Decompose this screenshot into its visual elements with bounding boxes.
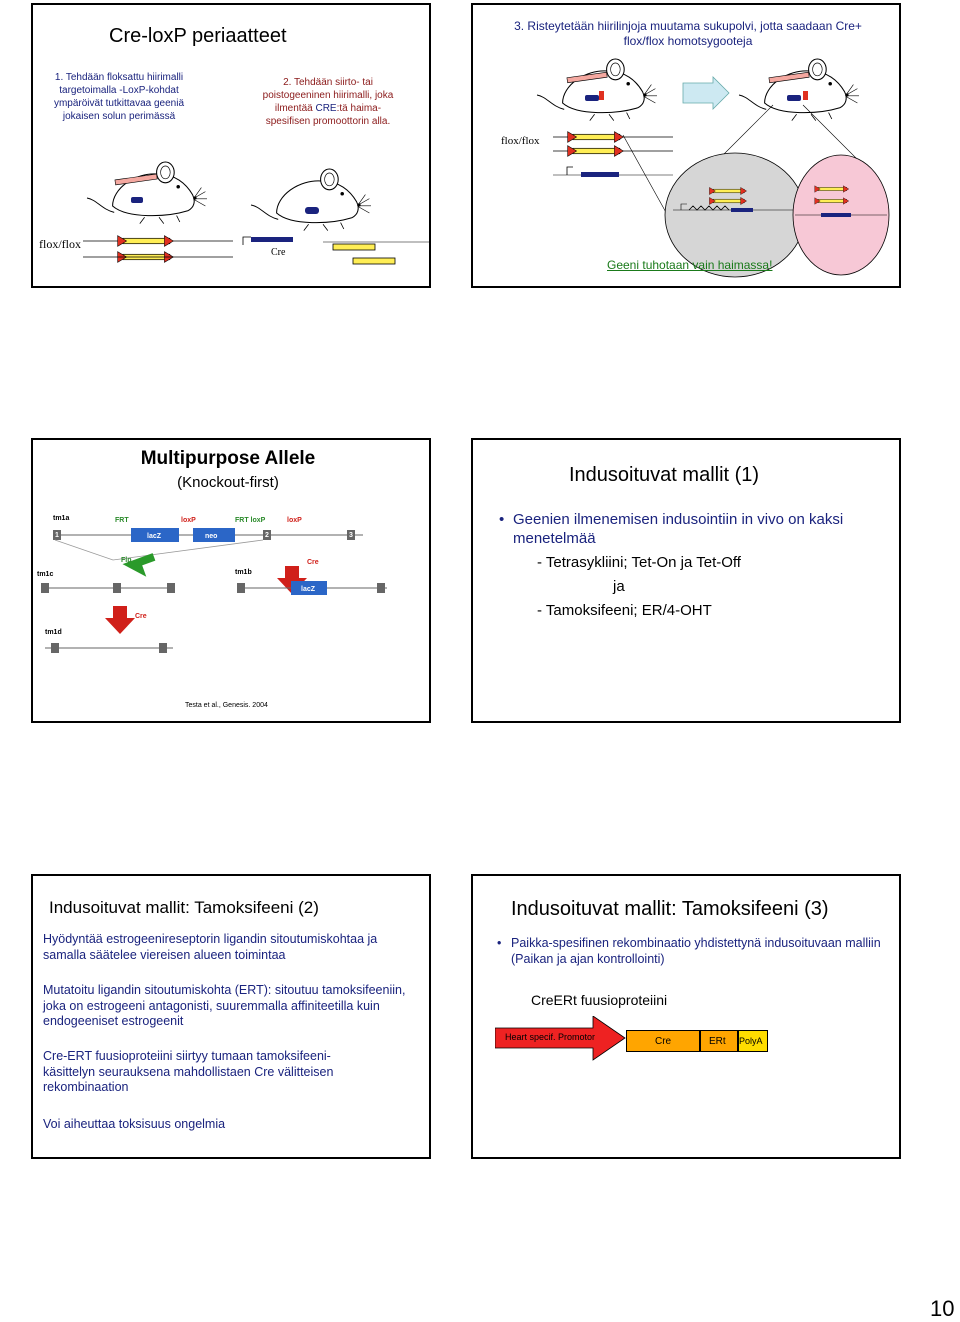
flp-label: Flp [121, 557, 132, 564]
polya-segment [738, 1030, 768, 1052]
bullet-site-specific: • Paikka-spesifinen rekombinaatio yhdistettynä indusoituvaan malliin (Paikan ja ajan kontrollointi) [511, 936, 891, 967]
exon-3-label: 3 [349, 532, 353, 539]
cre-segment-label: Cre [655, 1036, 672, 1047]
cre-label-2: Cre [135, 613, 147, 620]
offspring-mouse-icon [739, 59, 859, 121]
slide-title: Indusoituvat mallit: Tamoksifeeni (2) [49, 898, 319, 917]
bullet-4: • Voi aiheuttaa toksisuus ongelmia [43, 1117, 413, 1133]
step-2-cre: CRE [315, 103, 337, 114]
allele-diagram [33, 440, 431, 723]
slide-title: 3. Risteytetään hiirilinjoja muutama sukupolvi, jotta saadaan Cre+ flox/flox homotsygooteja [514, 19, 862, 48]
tm1c-label: tm1c [37, 571, 54, 578]
pancreas-only-caption: Geeni tuhotaan vain haimassa! [607, 258, 773, 272]
frt-label: FRT [115, 517, 129, 524]
genotype-label-floxflox: flox/flox [501, 135, 540, 147]
slide-tamoxifen-2 [31, 874, 431, 1159]
tm1d-label: tm1d [45, 629, 62, 636]
bullet-2: • Mutatoitu ligandin sitoutumiskohta (ERT): sitoutuu tamoksifeeniin, joka on estrogeeni antagonisti, suuremmalla affiniteetilla kuin endogeeniset estrogeenit [43, 983, 413, 1030]
parent-mouse-icon [537, 59, 657, 121]
slide-inducible-models-1 [471, 438, 901, 723]
tm1b-label: tm1b [235, 569, 252, 576]
slide-1-diagram [33, 5, 431, 288]
page-number: 10 [930, 1296, 955, 1321]
ert-segment-label: ERt [709, 1036, 726, 1047]
sub-item-tamoxifen: - Tamoksifeeni; ER/4-OHT [537, 602, 712, 619]
tm1a-label: tm1a [53, 515, 70, 522]
sub-item-tetracycline: - Tetrasykliini; Tet-On ja Tet-Off [537, 554, 741, 571]
slide-title: Indusoituvat mallit: Tamoksifeeni (3) [511, 898, 829, 920]
bullet-3: • Cre-ERT fuusioproteiini siirtyy tumaan tamoksifeeni-käsittelyn seurauksena mahdollistaen Cre välitteisen rekombinaation [43, 1049, 373, 1096]
neo-label: neo [205, 533, 218, 540]
slide-crossing [471, 3, 901, 288]
cre-mouse-icon [251, 169, 371, 231]
construct-diagram [495, 1016, 775, 1062]
slide-cre-loxp-principles [31, 3, 431, 288]
genotype-label-floxflox: flox/flox [39, 237, 81, 251]
slide-tamoxifen-3 [471, 874, 901, 1159]
floxed-mouse-icon [87, 162, 207, 224]
lacz-label-2: lacZ [301, 586, 316, 593]
loxp-label: loxP [181, 517, 196, 524]
step-2-text-b: :tä haima-spesifisen promoottorin alla. [265, 103, 391, 127]
slide-multipurpose-allele [31, 438, 431, 723]
cre-segment [626, 1030, 700, 1052]
slide-title: Multipurpose Allele [140, 448, 316, 469]
promoter-label: Heart specif. Promotor [505, 1032, 596, 1042]
bullet-induction-methods: • Geenien ilmenemisen indusointiin in vivo on kaksi menetelmää [513, 510, 883, 548]
genotype-label-cre: Cre [271, 247, 286, 258]
lacz-label: lacZ [147, 533, 162, 540]
loxp-label-2: loxP [287, 517, 302, 524]
exon-2-label: 2 [265, 532, 269, 539]
slide-subtitle: (Knockout-first) [177, 474, 279, 491]
exon-1-label: 1 [55, 532, 59, 539]
sub-item-ja: ja [613, 578, 625, 595]
cre-label: Cre [307, 559, 319, 566]
citation: Testa et al., Genesis. 2004 [185, 702, 268, 709]
ert-segment [700, 1030, 738, 1052]
bullet-1: • Hyödyntää estrogeenireseptorin ligandin sitoutumiskohtaa ja samalla säätelee viereisen alueen toimintaa [43, 932, 413, 963]
slide-title: Cre-loxP periaatteet [109, 25, 287, 47]
frt-loxp-label: FRT loxP [235, 517, 266, 524]
step-2-text-a: 2. Tehdään siirto- tai poistogeeninen hiirimalli, joka ilmentää [262, 77, 394, 114]
polya-segment-label: PolyA [739, 1036, 763, 1046]
slide-title: Indusoituvat mallit (1) [569, 464, 760, 486]
step-1-text: 1. Tehdään floksattu hiirimalli targetoimalla -LoxP-kohdat ympäröivät tutkittavaa geeniä jokaisen solun perimässä [53, 72, 185, 122]
fusion-protein-label: CreERt fuusioproteiini [531, 992, 668, 1008]
